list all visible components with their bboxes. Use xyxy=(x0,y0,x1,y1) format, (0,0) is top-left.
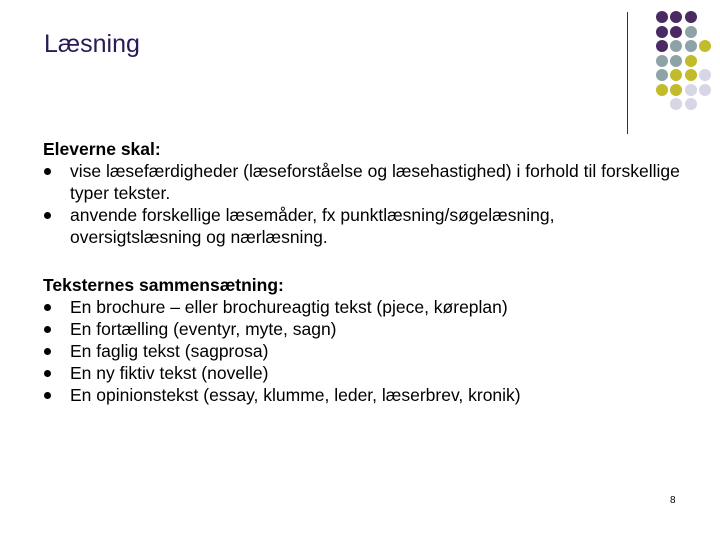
page-number: 8 xyxy=(670,495,676,506)
decorative-dot xyxy=(699,69,711,81)
bullet-item: anvende forskellige læsemåder, fx punktlæsning/søgelæsning, oversigtslæsning og nærlæsning. xyxy=(43,204,683,248)
slide-content xyxy=(43,138,683,406)
decorative-dot xyxy=(656,69,668,81)
decorative-dot xyxy=(670,55,682,67)
decorative-dot xyxy=(685,69,697,81)
decorative-dot xyxy=(699,40,711,52)
slide-title: Læsning xyxy=(44,30,140,58)
decorative-dot xyxy=(685,55,697,67)
bullet-item: En opinionstekst (essay, klumme, leder, læserbrev, kronik) xyxy=(43,384,683,406)
decorative-dot xyxy=(656,40,668,52)
bullet-item: En faglig tekst (sagprosa) xyxy=(43,340,683,362)
decorative-dot xyxy=(685,11,697,23)
decorative-dot xyxy=(670,40,682,52)
section-heading: Eleverne skal: xyxy=(43,139,161,159)
decorative-dot xyxy=(670,98,682,110)
decorative-dot xyxy=(670,26,682,38)
decorative-dot xyxy=(670,11,682,23)
section-learning-goals xyxy=(43,138,683,248)
decorative-dot xyxy=(656,11,668,23)
section-text-composition xyxy=(43,274,683,406)
decorative-dot xyxy=(685,84,697,96)
section-heading: Teksternes sammensætning: xyxy=(43,275,284,295)
decorative-dot xyxy=(685,40,697,52)
decorative-dot xyxy=(656,55,668,67)
decorative-dot xyxy=(699,84,711,96)
decorative-dot xyxy=(656,84,668,96)
bullet-item: En fortælling (eventyr, myte, sagn) xyxy=(43,318,683,340)
decorative-dot xyxy=(685,26,697,38)
decorative-dot xyxy=(670,84,682,96)
bullet-item: En ny fiktiv tekst (novelle) xyxy=(43,362,683,384)
bullet-list xyxy=(43,296,683,406)
bullet-item: vise læsefærdigheder (læseforståelse og læsehastighed) i forhold til forskellige typer tekster. xyxy=(43,160,683,204)
decorative-dot xyxy=(670,69,682,81)
bullet-item: En brochure – eller brochureagtig tekst (pjece, køreplan) xyxy=(43,296,683,318)
bullet-list xyxy=(43,160,683,248)
divider-line xyxy=(627,12,628,134)
decorative-dot xyxy=(656,26,668,38)
decorative-dot xyxy=(685,98,697,110)
